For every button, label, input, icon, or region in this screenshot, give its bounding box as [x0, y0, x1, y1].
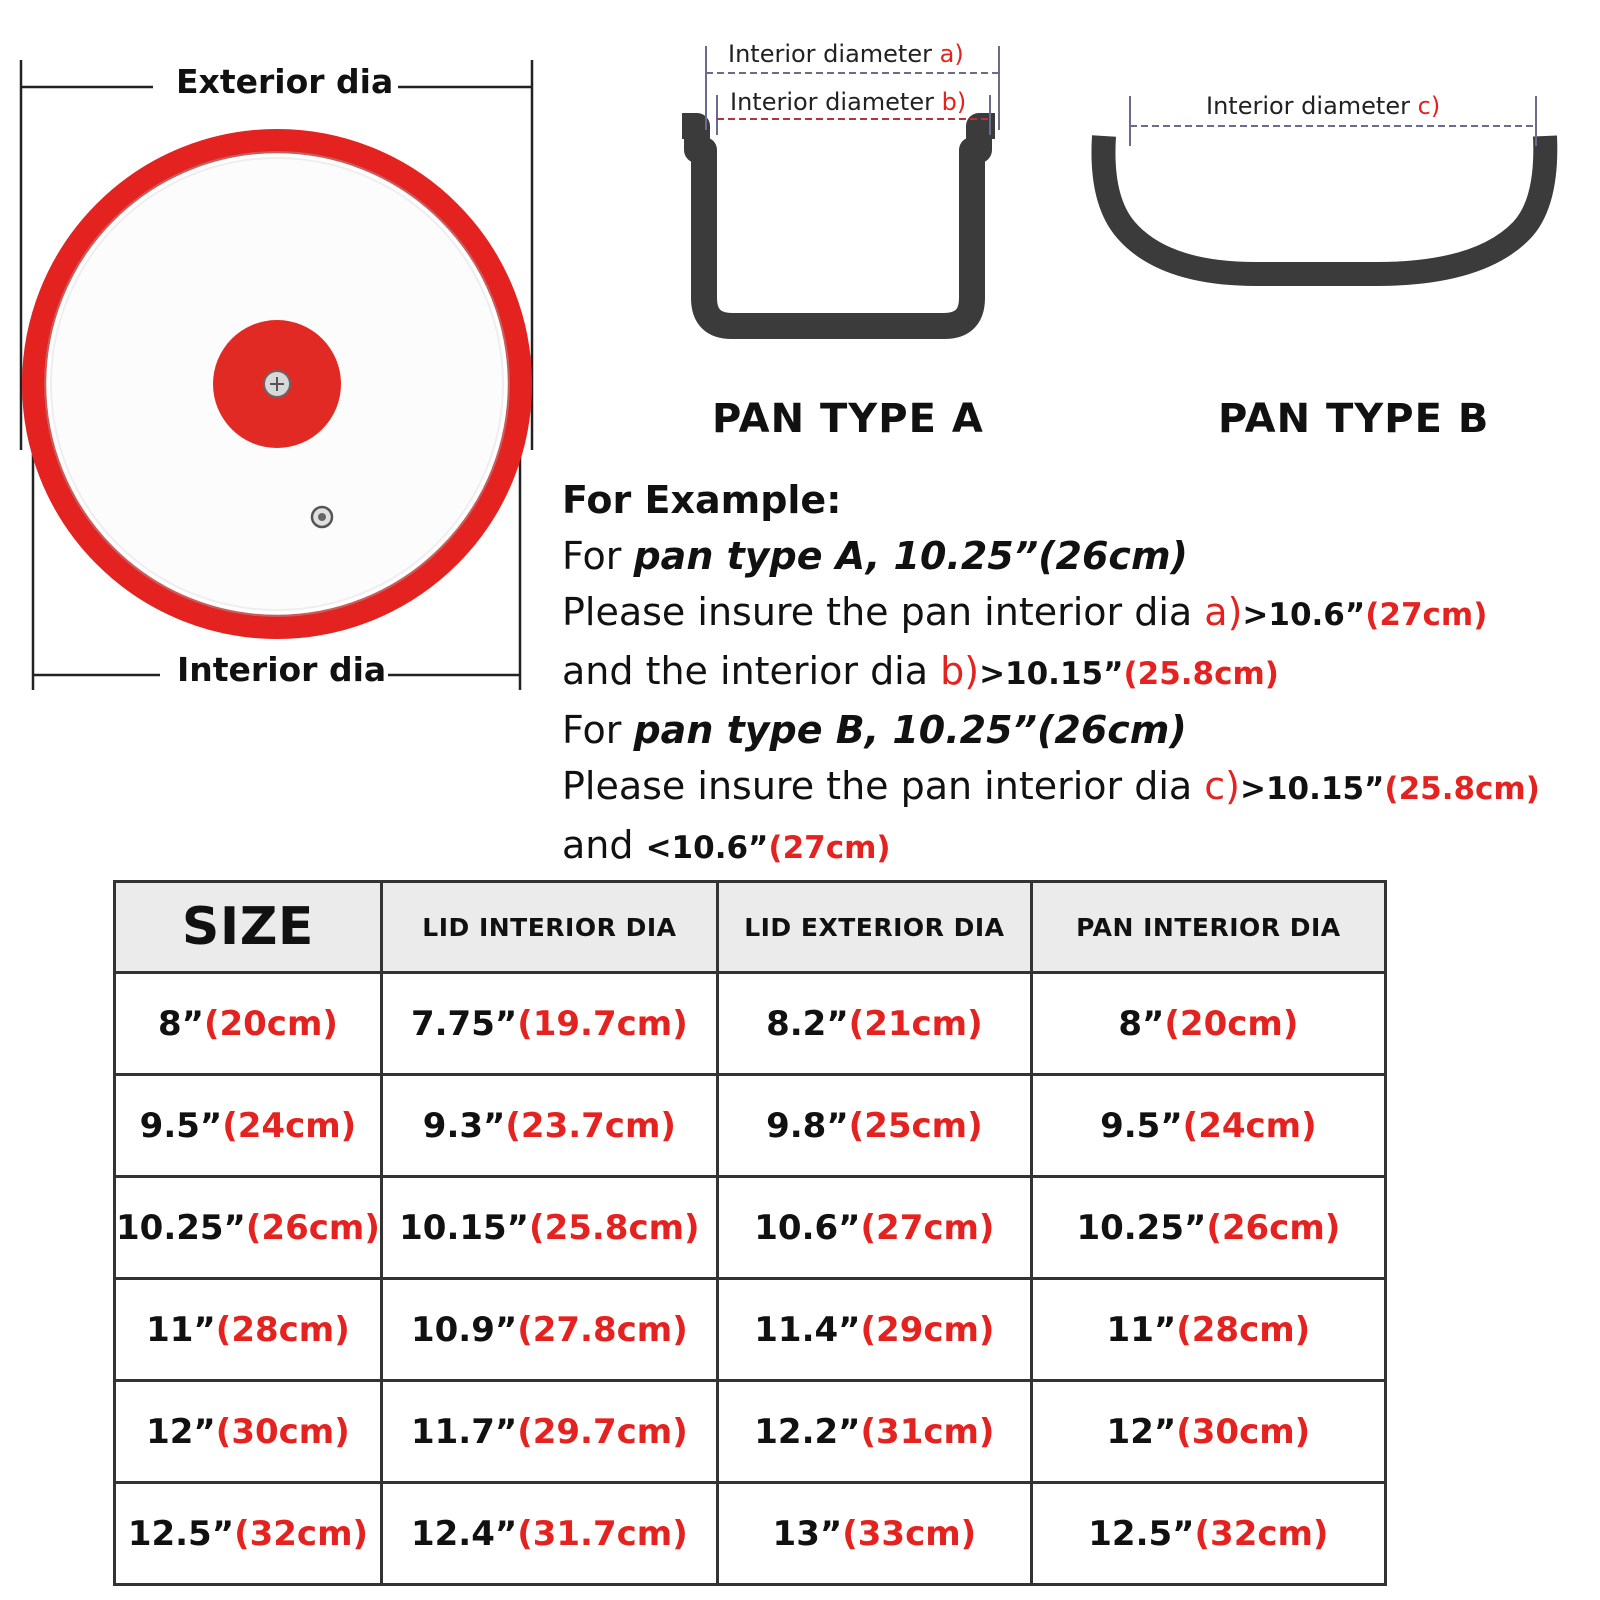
- cell-inches: 7.75”: [410, 1003, 518, 1044]
- line2-mark: a): [1204, 590, 1243, 634]
- line5-value: >10.15”: [1240, 771, 1385, 807]
- table-cell: [381, 1381, 717, 1483]
- table-cell: [115, 1075, 382, 1177]
- table-body: [115, 973, 1386, 1585]
- line3-mark: b): [940, 649, 980, 693]
- table-cell: [717, 1279, 1031, 1381]
- dim-a-mark: a): [939, 40, 964, 68]
- dim-a-text: Interior diameter: [728, 40, 932, 68]
- cell-centimeters: (29.7cm): [517, 1411, 688, 1452]
- cell-inches: 12”: [146, 1411, 216, 1452]
- dim-b-label: [730, 88, 966, 116]
- table-cell: [1031, 1483, 1385, 1585]
- dim-b-mark: b): [941, 88, 967, 116]
- cell-inches: 10.25”: [1076, 1207, 1207, 1248]
- cell-centimeters: (32cm): [234, 1513, 369, 1554]
- cell-centimeters: (19.7cm): [517, 1003, 688, 1044]
- cell-inches: 12”: [1106, 1411, 1177, 1452]
- example-line-3: [562, 643, 1540, 702]
- dim-c-label: [1206, 92, 1440, 120]
- header-lid-exterior: LID EXTERIOR DIA: [717, 882, 1031, 973]
- cell-centimeters: (26cm): [245, 1207, 380, 1248]
- table-row: [115, 973, 1386, 1075]
- cell-centimeters: (20cm): [203, 1003, 338, 1044]
- cell-centimeters: (24cm): [222, 1105, 357, 1146]
- cell-inches: 9.3”: [422, 1105, 506, 1146]
- pan-type-b-title: PAN TYPE B: [1218, 396, 1490, 442]
- cell-inches: 12.5”: [127, 1513, 235, 1554]
- cell-centimeters: (30cm): [215, 1411, 350, 1452]
- cell-centimeters: (25.8cm): [529, 1207, 700, 1248]
- pan-type-b-diagram: [1090, 90, 1590, 320]
- pan-a-body: [682, 126, 995, 326]
- line4-emphasis: pan type B, 10.25”(26cm): [633, 708, 1187, 752]
- line6-metric: (27cm): [768, 830, 891, 866]
- table-cell: [381, 1177, 717, 1279]
- interior-dia-label: Interior dia: [177, 650, 387, 689]
- cell-centimeters: (27cm): [860, 1207, 995, 1248]
- table-cell: [381, 1279, 717, 1381]
- lid-diagram: [0, 0, 540, 700]
- example-line-2: [562, 584, 1540, 643]
- example-line-1: [562, 528, 1540, 584]
- table-cell: [717, 1483, 1031, 1585]
- cell-inches: 10.15”: [399, 1207, 530, 1248]
- table-row: [115, 1075, 1386, 1177]
- cell-inches: 11”: [146, 1309, 216, 1350]
- line1-prefix: For: [562, 534, 634, 578]
- line5-mark: c): [1204, 764, 1240, 808]
- example-heading: For Example:: [562, 478, 842, 522]
- cell-centimeters: (24cm): [1182, 1105, 1317, 1146]
- header-lid-interior: LID INTERIOR DIA: [381, 882, 717, 973]
- example-line-4: [562, 702, 1540, 758]
- table-row: [115, 1483, 1386, 1585]
- cell-inches: 11”: [1106, 1309, 1177, 1350]
- cell-inches: 11.4”: [754, 1309, 861, 1350]
- table-header-row: [115, 882, 1386, 973]
- cell-centimeters: (21cm): [848, 1003, 983, 1044]
- cell-inches: 9.8”: [766, 1105, 849, 1146]
- table-cell: [115, 1279, 382, 1381]
- header-size: SIZE: [115, 882, 382, 973]
- cell-centimeters: (28cm): [1176, 1309, 1311, 1350]
- table-cell: [717, 1381, 1031, 1483]
- size-table: [113, 880, 1387, 1586]
- pan-type-a-title: PAN TYPE A: [712, 396, 984, 442]
- steam-vent-hole-icon: [318, 513, 326, 521]
- cell-centimeters: (31.7cm): [517, 1513, 688, 1554]
- table-row: [115, 1177, 1386, 1279]
- table-cell: [115, 1177, 382, 1279]
- cell-centimeters: (29cm): [860, 1309, 995, 1350]
- line5-metric: (25.8cm): [1384, 771, 1540, 807]
- line6-value: <10.6”: [645, 830, 769, 866]
- table-cell: [381, 1075, 717, 1177]
- cell-inches: 12.2”: [754, 1411, 861, 1452]
- dim-a-label: [728, 40, 964, 68]
- table-row: [115, 1381, 1386, 1483]
- cell-inches: 10.25”: [116, 1207, 246, 1248]
- table-cell: [1031, 1381, 1385, 1483]
- line2-value: >10.6”: [1242, 597, 1366, 633]
- line1-emphasis: pan type A, 10.25”(26cm): [633, 534, 1188, 578]
- table-cell: [1031, 973, 1385, 1075]
- table-cell: [1031, 1177, 1385, 1279]
- table-cell: [115, 1483, 382, 1585]
- cell-inches: 8.2”: [766, 1003, 849, 1044]
- table-cell: [717, 973, 1031, 1075]
- dim-b-text: Interior diameter: [730, 88, 934, 116]
- line3-prefix: and the interior dia: [562, 649, 941, 693]
- cell-centimeters: (30cm): [1176, 1411, 1311, 1452]
- table-cell: [115, 1381, 382, 1483]
- table-cell: [115, 973, 382, 1075]
- cell-inches: 13”: [772, 1513, 843, 1554]
- line3-value: >10.15”: [979, 656, 1124, 692]
- dim-c-text: Interior diameter: [1206, 92, 1410, 120]
- cell-inches: 12.5”: [1088, 1513, 1195, 1554]
- line5-prefix: Please insure the pan interior dia: [562, 764, 1205, 808]
- header-pan-interior: PAN INTERIOR DIA: [1031, 882, 1385, 973]
- cell-inches: 10.9”: [410, 1309, 518, 1350]
- example-line-6: [562, 817, 1540, 876]
- cell-inches: 9.5”: [1100, 1105, 1183, 1146]
- cell-centimeters: (23.7cm): [505, 1105, 676, 1146]
- cell-centimeters: (27.8cm): [517, 1309, 688, 1350]
- line6-prefix: and: [562, 823, 646, 867]
- pan-b-body: [1103, 136, 1545, 274]
- cell-centimeters: (26cm): [1206, 1207, 1341, 1248]
- cell-inches: 8”: [157, 1003, 204, 1044]
- exterior-dia-label: Exterior dia: [176, 62, 394, 101]
- cell-centimeters: (20cm): [1164, 1003, 1299, 1044]
- cell-inches: 8”: [1118, 1003, 1165, 1044]
- line2-metric: (27cm): [1365, 597, 1488, 633]
- cell-centimeters: (25cm): [848, 1105, 983, 1146]
- table-cell: [1031, 1279, 1385, 1381]
- line3-metric: (25.8cm): [1123, 656, 1279, 692]
- example-line-5: [562, 758, 1540, 817]
- line4-prefix: For: [562, 708, 634, 752]
- cell-centimeters: (33cm): [842, 1513, 977, 1554]
- table-cell: [1031, 1075, 1385, 1177]
- example-text-block: [562, 472, 1540, 876]
- table-cell: [717, 1177, 1031, 1279]
- table-cell: [717, 1075, 1031, 1177]
- line2-prefix: Please insure the pan interior dia: [562, 590, 1205, 634]
- table-row: [115, 1279, 1386, 1381]
- cell-inches: 9.5”: [139, 1105, 223, 1146]
- cell-inches: 12.4”: [410, 1513, 518, 1554]
- table-cell: [381, 1483, 717, 1585]
- cell-centimeters: (31cm): [860, 1411, 995, 1452]
- dim-c-mark: c): [1417, 92, 1441, 120]
- cell-centimeters: (28cm): [215, 1309, 350, 1350]
- cell-centimeters: (32cm): [1194, 1513, 1329, 1554]
- cell-inches: 11.7”: [410, 1411, 518, 1452]
- cell-inches: 10.6”: [754, 1207, 861, 1248]
- table-cell: [381, 973, 717, 1075]
